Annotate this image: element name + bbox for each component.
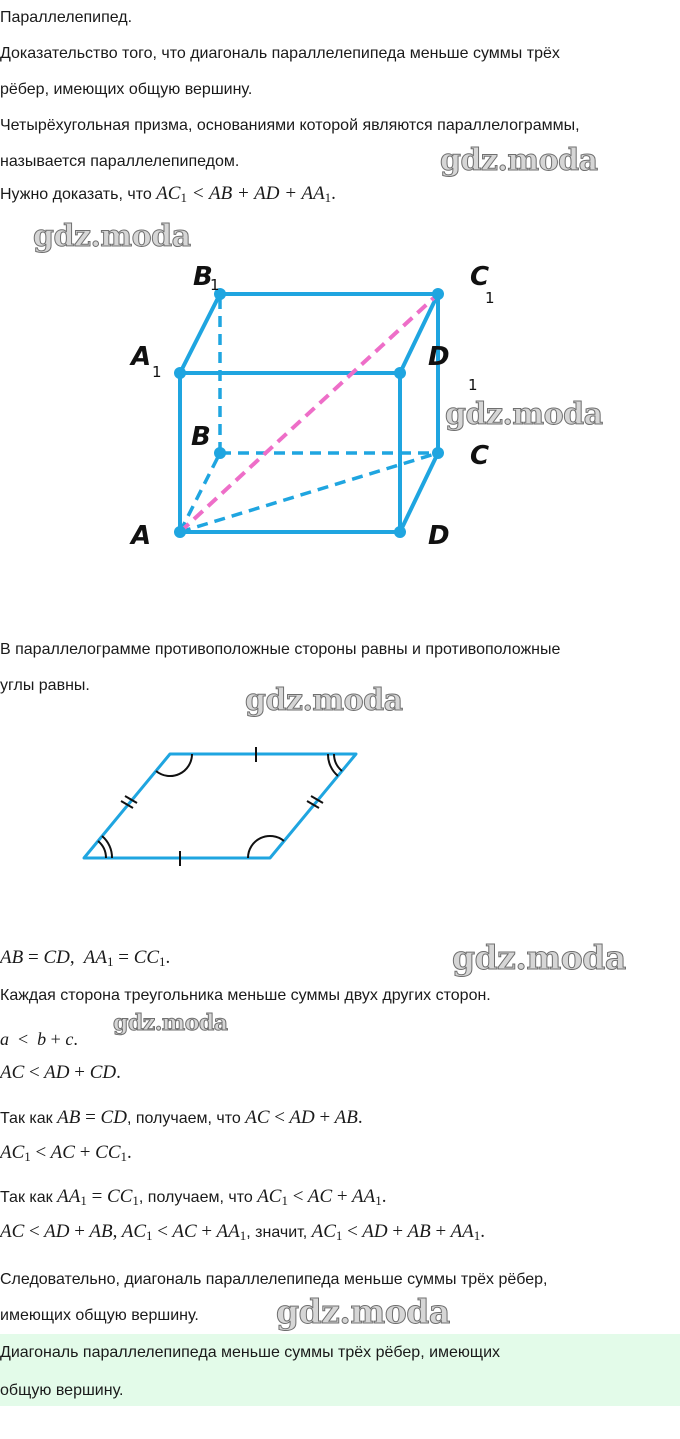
vertex-d [394,526,406,538]
label-b1-sub: 1 [210,276,220,294]
triangle-rule: Каждая сторона треугольника меньше суммы двух других сторон. [0,987,491,1004]
conclusion-line-2: имеющих общую вершину. [0,1307,199,1324]
label-a1-sub: 1 [152,363,162,381]
combined-formula-2: $AC_1$ < AD + AB + $AA_1$. [311,1221,486,1243]
inequality-ac1: $AC_1$ < AC + $CC_1$. [0,1142,132,1164]
task-line-2: рёбер, имеющих общую вершину. [0,81,253,98]
label-b1: B [193,262,213,292]
label-a1: A [131,342,152,372]
since-text: Так как [0,1189,53,1206]
definition-line-1: Четырёхугольная призма, основаниями которой являются параллелограммы, [0,117,580,134]
parallelogram-figure [0,735,680,875]
formula-aa1-cc1: $AA_1 = CC_1$ [57,1186,139,1208]
watermark: gdz.moda [276,1292,450,1331]
answer-box [0,1334,680,1406]
to-prove-line [0,184,336,205]
watermark: gdz.moda [245,683,403,718]
vertex-a [174,526,186,538]
parallelogram-note-line-1: В параллелограмме противоположные стороны равны и противоположные [0,641,561,658]
label-c1: C [470,262,490,292]
answer-line-1: Диагональ параллелепипеда меньше суммы трёх рёбер, имеющих [0,1344,501,1361]
label-c1-sub: 1 [485,289,495,307]
vertex-b [214,447,226,459]
inequality-ac: AC < AD + CD. [0,1062,121,1083]
watermark: gdz.moda [445,397,603,432]
label-d: D [428,521,450,551]
hence-text: , значит, [246,1224,308,1241]
combined-formula-1: AC < AD + AB, $AC_1$ < AC + $AA_1$ [0,1221,247,1243]
to-prove-formula: $AC_1$ < AB + AD + $AA_1$. [156,183,336,205]
watermark: gdz.moda [113,1010,228,1036]
formula-ac-lt: AC < AD + AB. [245,1107,363,1128]
parallelepiped-figure [0,250,680,560]
watermark: gdz.moda [440,143,598,178]
to-prove-prefix: Нужно доказать, что [0,186,152,203]
label-b: B [191,422,211,452]
vertex-c1 [432,288,444,300]
triangle-inequality: a < b + c. [0,1029,78,1049]
equal-sides-formula: AB = CD, $AA_1 = CC_1$. [0,947,171,969]
angle-arc-top-right-1 [334,754,342,771]
formula-ab-cd: AB = CD [57,1107,127,1128]
task-line-1: Доказательство того, что диагональ параллелепипеда меньше суммы трёх [0,45,560,62]
we-get-text: , получаем, что [138,1189,253,1206]
since-line-2 [0,1187,386,1208]
vertex-c [432,447,444,459]
conclusion-line-1: Следовательно, диагональ параллелепипеда меньше суммы трёх рёбер, [0,1271,548,1288]
parallelogram-note-line-2: углы равны. [0,677,90,694]
since-line-1 [0,1108,363,1129]
vertex-d1 [394,367,406,379]
since-text: Так как [0,1110,53,1127]
vertex-a1 [174,367,186,379]
hidden-edge-a-b [180,453,220,532]
label-a: A [131,521,152,551]
combined-line [0,1222,485,1243]
we-get-text: , получаем, что [126,1110,241,1127]
heading: Параллелепипед. [0,9,133,26]
answer-line-2: общую вершину. [0,1382,124,1399]
watermark: gdz.moda [33,219,191,254]
angle-arc-bottom-left-1 [98,841,106,858]
formula-ac1-lt: $AC_1$ < AC + $AA_1$. [257,1186,387,1208]
label-c: C [470,441,490,471]
label-d1: D [428,342,450,372]
label-d1-sub: 1 [468,376,478,394]
definition-line-2: называется параллелепипедом. [0,153,240,170]
watermark: gdz.moda [452,938,626,977]
edge-a1-b1 [180,294,220,373]
